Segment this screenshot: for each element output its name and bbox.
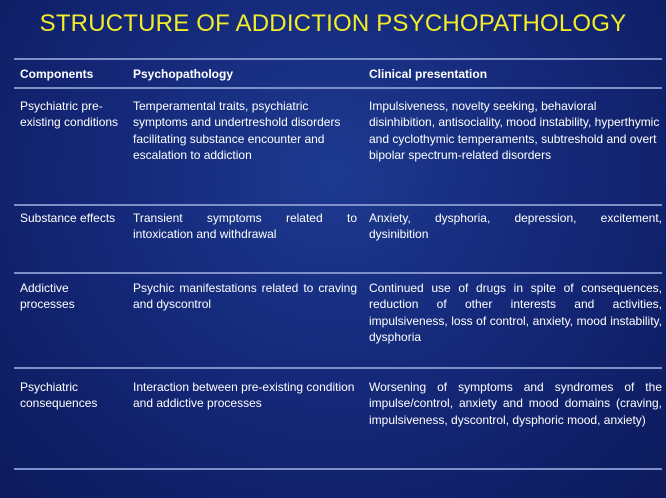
row-3-psychopathology: Psychic manifestations related to craving and dyscontrol (133, 281, 357, 312)
row-1-clinical: Impulsiveness, novelty seeking, behavioral disinhibition, antisociality, mood instability, hyperthymic and cyclothymic temperaments, subtreshold and overt bipolar spectrum-related disorders (369, 99, 660, 162)
row-3-component: Addictive processes (20, 281, 75, 312)
table-top-rule (14, 58, 662, 60)
slide-title: STRUCTURE OF ADDICTION PSYCHOPATHOLOGY (39, 10, 627, 37)
row-4-clinical: Worsening of symptoms and syndromes of the impulse/control, anxiety and mood domains (craving, impulsiveness, dyscontrol, dysphoric mood, anxiety) (369, 380, 662, 427)
header-clinical-presentation: Clinical presentation (369, 67, 488, 81)
table-bottom-rule (14, 468, 662, 470)
header-psychopathology: Psychopathology (133, 67, 234, 81)
row-2-clinical: Anxiety, dysphoria, depression, excitement, dysinibition (369, 211, 662, 242)
row-2-psychopathology: Transient symptoms related to intoxication and withdrawal (133, 211, 357, 242)
row-3-clinical: Continued use of drugs in spite of consequences, reduction of other interests and activities, impulsiveness, loss of control, anxiety, mood instability, dysphoria (369, 281, 662, 344)
header-components: Components (20, 67, 94, 81)
row-2-component: Substance effects (20, 211, 116, 225)
row-2-rule (14, 272, 662, 274)
row-3-rule (14, 367, 662, 369)
row-1-psychopathology: Temperamental traits, psychiatric symptoms and undertreshold disorders facilitating substance encounter and escalation to addiction (133, 99, 341, 162)
header-rule (14, 87, 662, 89)
row-1-rule (14, 204, 662, 206)
row-4-psychopathology: Interaction between pre-existing condition and addictive processes (133, 380, 355, 411)
psychopathology-table (14, 58, 662, 470)
row-4-component: Psychiatric consequences (20, 380, 98, 411)
row-1-component: Psychiatric pre-existing conditions (20, 99, 119, 130)
